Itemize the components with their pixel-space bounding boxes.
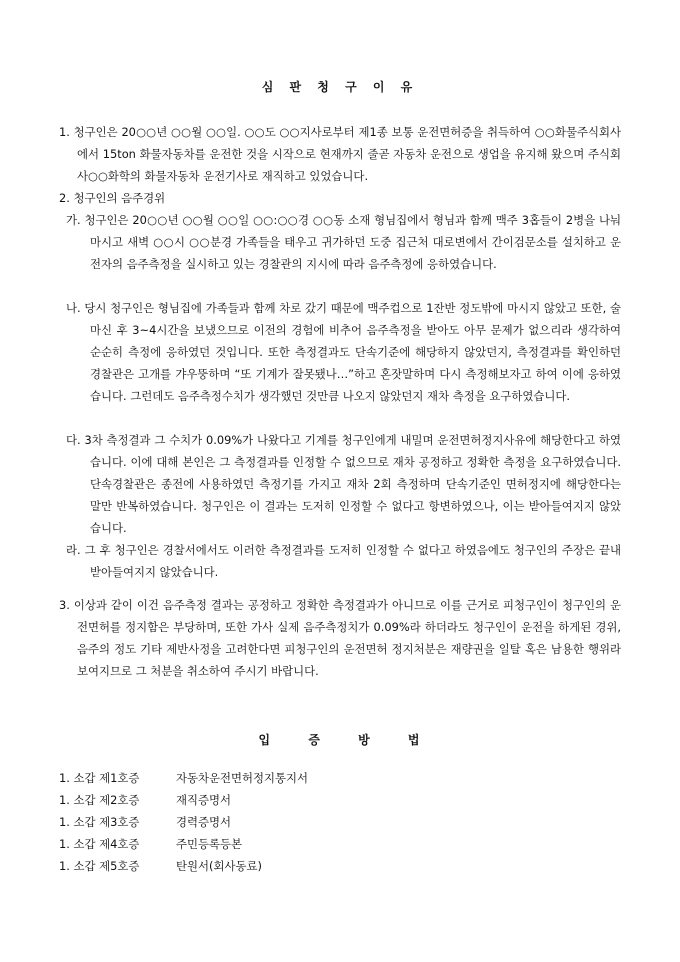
- evidence-desc: 주민등록등본: [176, 837, 243, 851]
- evidence-desc: 탄원서(회사동료): [176, 859, 262, 873]
- evidence-label: 1. 소갑 제2호증: [59, 793, 140, 807]
- item-text: 청구인의 음주경위: [73, 191, 166, 205]
- item-marker: 3.: [59, 598, 70, 612]
- subitem-marker: 나.: [66, 301, 81, 315]
- subitem-text: 그 후 청구인은 경찰서에서도 이러한 측정결과를 도저히 인정할 수 없다고 하였음에도 청구인의 주장은 끝내 받아들여지지 않았습니다.: [84, 543, 621, 579]
- evidence-desc: 자동차운전면허정지통지서: [176, 771, 309, 785]
- subitem-text: 3차 측정결과 그 수치가 0.09%가 나왔다고 기계를 청구인에게 내밀며 운전면허정지사유에 해당한다고 하였습니다. 이에 대해 본인은 그 측정결과를 인정할 수 없으므로 재차 공정하고 정확한 측정을 요구하였습니다. 단속경찰관은 종전에 사용하였던 측정기를 가지고 재차 2회 측정하며 단속기준인 면허정지에 해당한다는 말만 반복하였습니다. 청구인은 이 결과는 도저히 인정할 수 없다고 항변하였으나, 이는 받아들여지지 않았습니다.: [84, 433, 622, 535]
- reason-item-3: [59, 594, 621, 682]
- reason-subitem-ra: [66, 539, 621, 583]
- subitem-text: 당시 청구인은 형님집에 가족들과 함께 차로 갔기 때문에 맥주컵으로 1잔반 정도밖에 마시지 않았고 또한, 술 마신 후 3~4시간을 보냈으므로 이전의 경험에 비추어 음주측정을 받아도 아무 문제가 없으리라 생각하여 순순히 측정에 응하였던 것입니다. 또한 측정결과도 단속기준에 해당하지 않았던지, 측정결과를 확인하던 경찰관은 고개를 갸우뚱하며 “또 기계가 잘못됐나…”하고 혼잣말하며 다시 측정해보자고 하여 이에 응하였습니다. 그런데도 음주측정수치가 생각했던 것만큼 나오지 않았던지 재차 측정을 요구하였습니다.: [84, 301, 621, 403]
- evidence-row: [59, 811, 231, 833]
- evidence-label: 1. 소갑 제4호증: [59, 837, 140, 851]
- item-text: 이상과 같이 이건 음주측정 결과는 공정하고 정확한 측정결과가 아니므로 이를 근거로 피청구인이 청구인의 운전면허를 정지함은 부당하며, 또한 가사 실제 음주측정치가 0.09%라 하더라도 청구인이 운전을 하게된 경위, 음주의 정도 기타 제반사정을 고려한다면 피청구인의 운전면허 정지처분은 재량권을 일탈 혹은 남용한 행위라 보여지므로 그 처분을 취소하여 주시기 바랍니다.: [73, 598, 621, 678]
- evidence-row: [59, 767, 308, 789]
- evidence-label: 1. 소갑 제1호증: [59, 771, 140, 785]
- evidence-label: 1. 소갑 제5호증: [59, 859, 140, 873]
- item-marker: 2.: [59, 191, 70, 205]
- subitem-text: 청구인은 20○○년 ○○월 ○○일 ○○:○○경 ○○동 소재 형님집에서 형님과 함께 맥주 3홉들이 2병을 나눠 마시고 새벽 ○○시 ○○분경 가족들을 태우고 귀가하던 도중 집근처 대로변에서 간이검문소를 설치하고 운전자의 음주측정을 실시하고 있는 경찰관의 지시에 따라 음주측정에 응하였습니다.: [84, 213, 621, 271]
- evidence-row: [59, 833, 242, 855]
- reason-subitem-na: [66, 297, 621, 407]
- item-text: 청구인은 20○○년 ○○월 ○○일. ○○도 ○○지사로부터 제1종 보통 운전면허증을 취득하여 ○○화물주식회사에서 15ton 화물자동차를 운전한 것을 시작으로 현재까지 줄곧 자동차 운전으로 생업을 유지해 왔으며 주식회사○○화학의 화물자동차 운전기사로 재직하고 있었습니다.: [73, 125, 622, 183]
- evidence-label: 1. 소갑 제3호증: [59, 815, 140, 829]
- evidence-desc: 재직증명서: [176, 793, 232, 807]
- reason-subitem-ga: [66, 209, 621, 275]
- evidence-row: [59, 855, 262, 877]
- document-title: 심 판 청 구 이 유: [261, 80, 419, 94]
- evidence-heading: 입 증 방 법: [258, 733, 422, 747]
- subitem-marker: 가.: [66, 213, 81, 227]
- item-marker: 1.: [59, 125, 70, 139]
- reason-item-2: [59, 187, 621, 209]
- reason-item-1: [59, 121, 621, 187]
- evidence-desc: 경력증명서: [176, 815, 232, 829]
- subitem-marker: 라.: [66, 543, 81, 557]
- reason-subitem-da: [66, 429, 621, 539]
- subitem-marker: 다.: [66, 433, 81, 447]
- evidence-row: [59, 789, 231, 811]
